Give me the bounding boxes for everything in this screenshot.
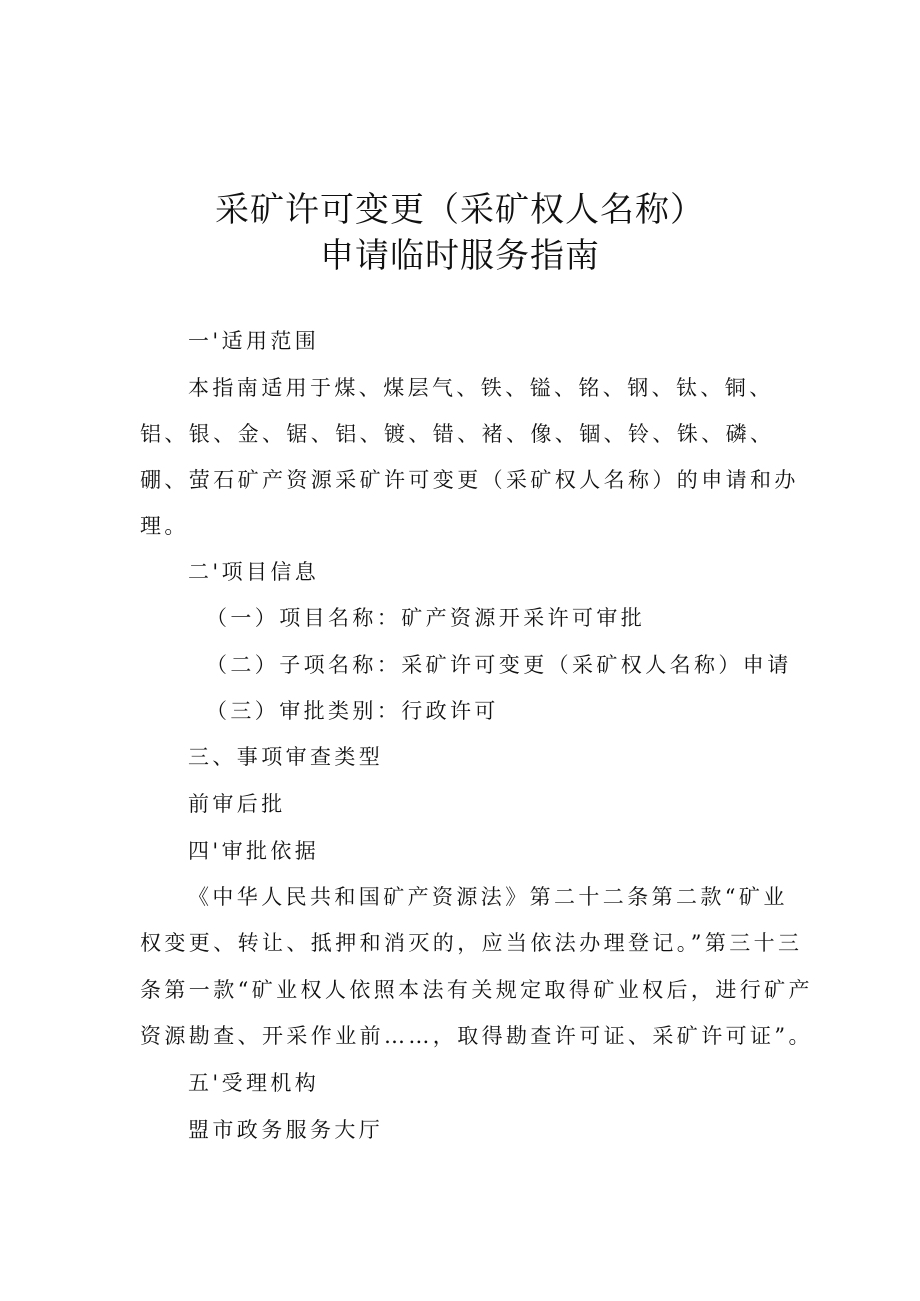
section-3-body: 前审后批 — [188, 792, 286, 816]
section-2-item-3: （三）审批类别：行政许可 — [206, 699, 499, 723]
section-4-heading: 四'审批依据 — [188, 839, 320, 863]
section-4-line-1: 《中华人民共和国矿产资源法》第二十二条第二款“矿业 — [188, 885, 788, 909]
section-4-line-2: 权变更、转让、抵押和消灭的，应当依法办理登记。”第三十三 — [140, 931, 803, 955]
section-1-line-2: 铝、银、金、锯、铝、镀、错、褚、像、锢、铃、铢、磷、 — [140, 422, 775, 446]
document-title-line-2: 申请临时服务指南 — [320, 236, 600, 276]
section-4-line-3: 条第一款“矿业权人依照本法有关规定取得矿业权后，进行矿产 — [140, 978, 813, 1002]
section-5-body: 盟市政务服务大厅 — [188, 1118, 384, 1142]
section-1-line-3: 硼、萤石矿产资源采矿许可变更（采矿权人名称）的申请和办 — [140, 468, 799, 492]
section-1-line-1: 本指南适用于煤、煤层气、铁、镒、铭、钢、钛、铜、 — [188, 376, 774, 400]
section-3-heading: 三、事项审查类型 — [188, 745, 384, 769]
section-4-line-4: 资源勘查、开采作业前……，取得勘查许可证、采矿许可证”。 — [140, 1024, 813, 1048]
section-2-heading: 二'项目信息 — [188, 560, 320, 584]
section-5-heading: 五'受理机构 — [188, 1071, 320, 1095]
section-1-heading: 一'适用范围 — [188, 329, 320, 353]
section-2-item-2: （二）子项名称：采矿许可变更（采矿权人名称）申请 — [206, 653, 792, 677]
section-1-line-4: 理。 — [140, 514, 189, 538]
document-title-line-1: 采矿许可变更（采矿权人名称） — [215, 190, 705, 230]
section-2-item-1: （一）项目名称：矿产资源开采许可审批 — [206, 606, 646, 630]
